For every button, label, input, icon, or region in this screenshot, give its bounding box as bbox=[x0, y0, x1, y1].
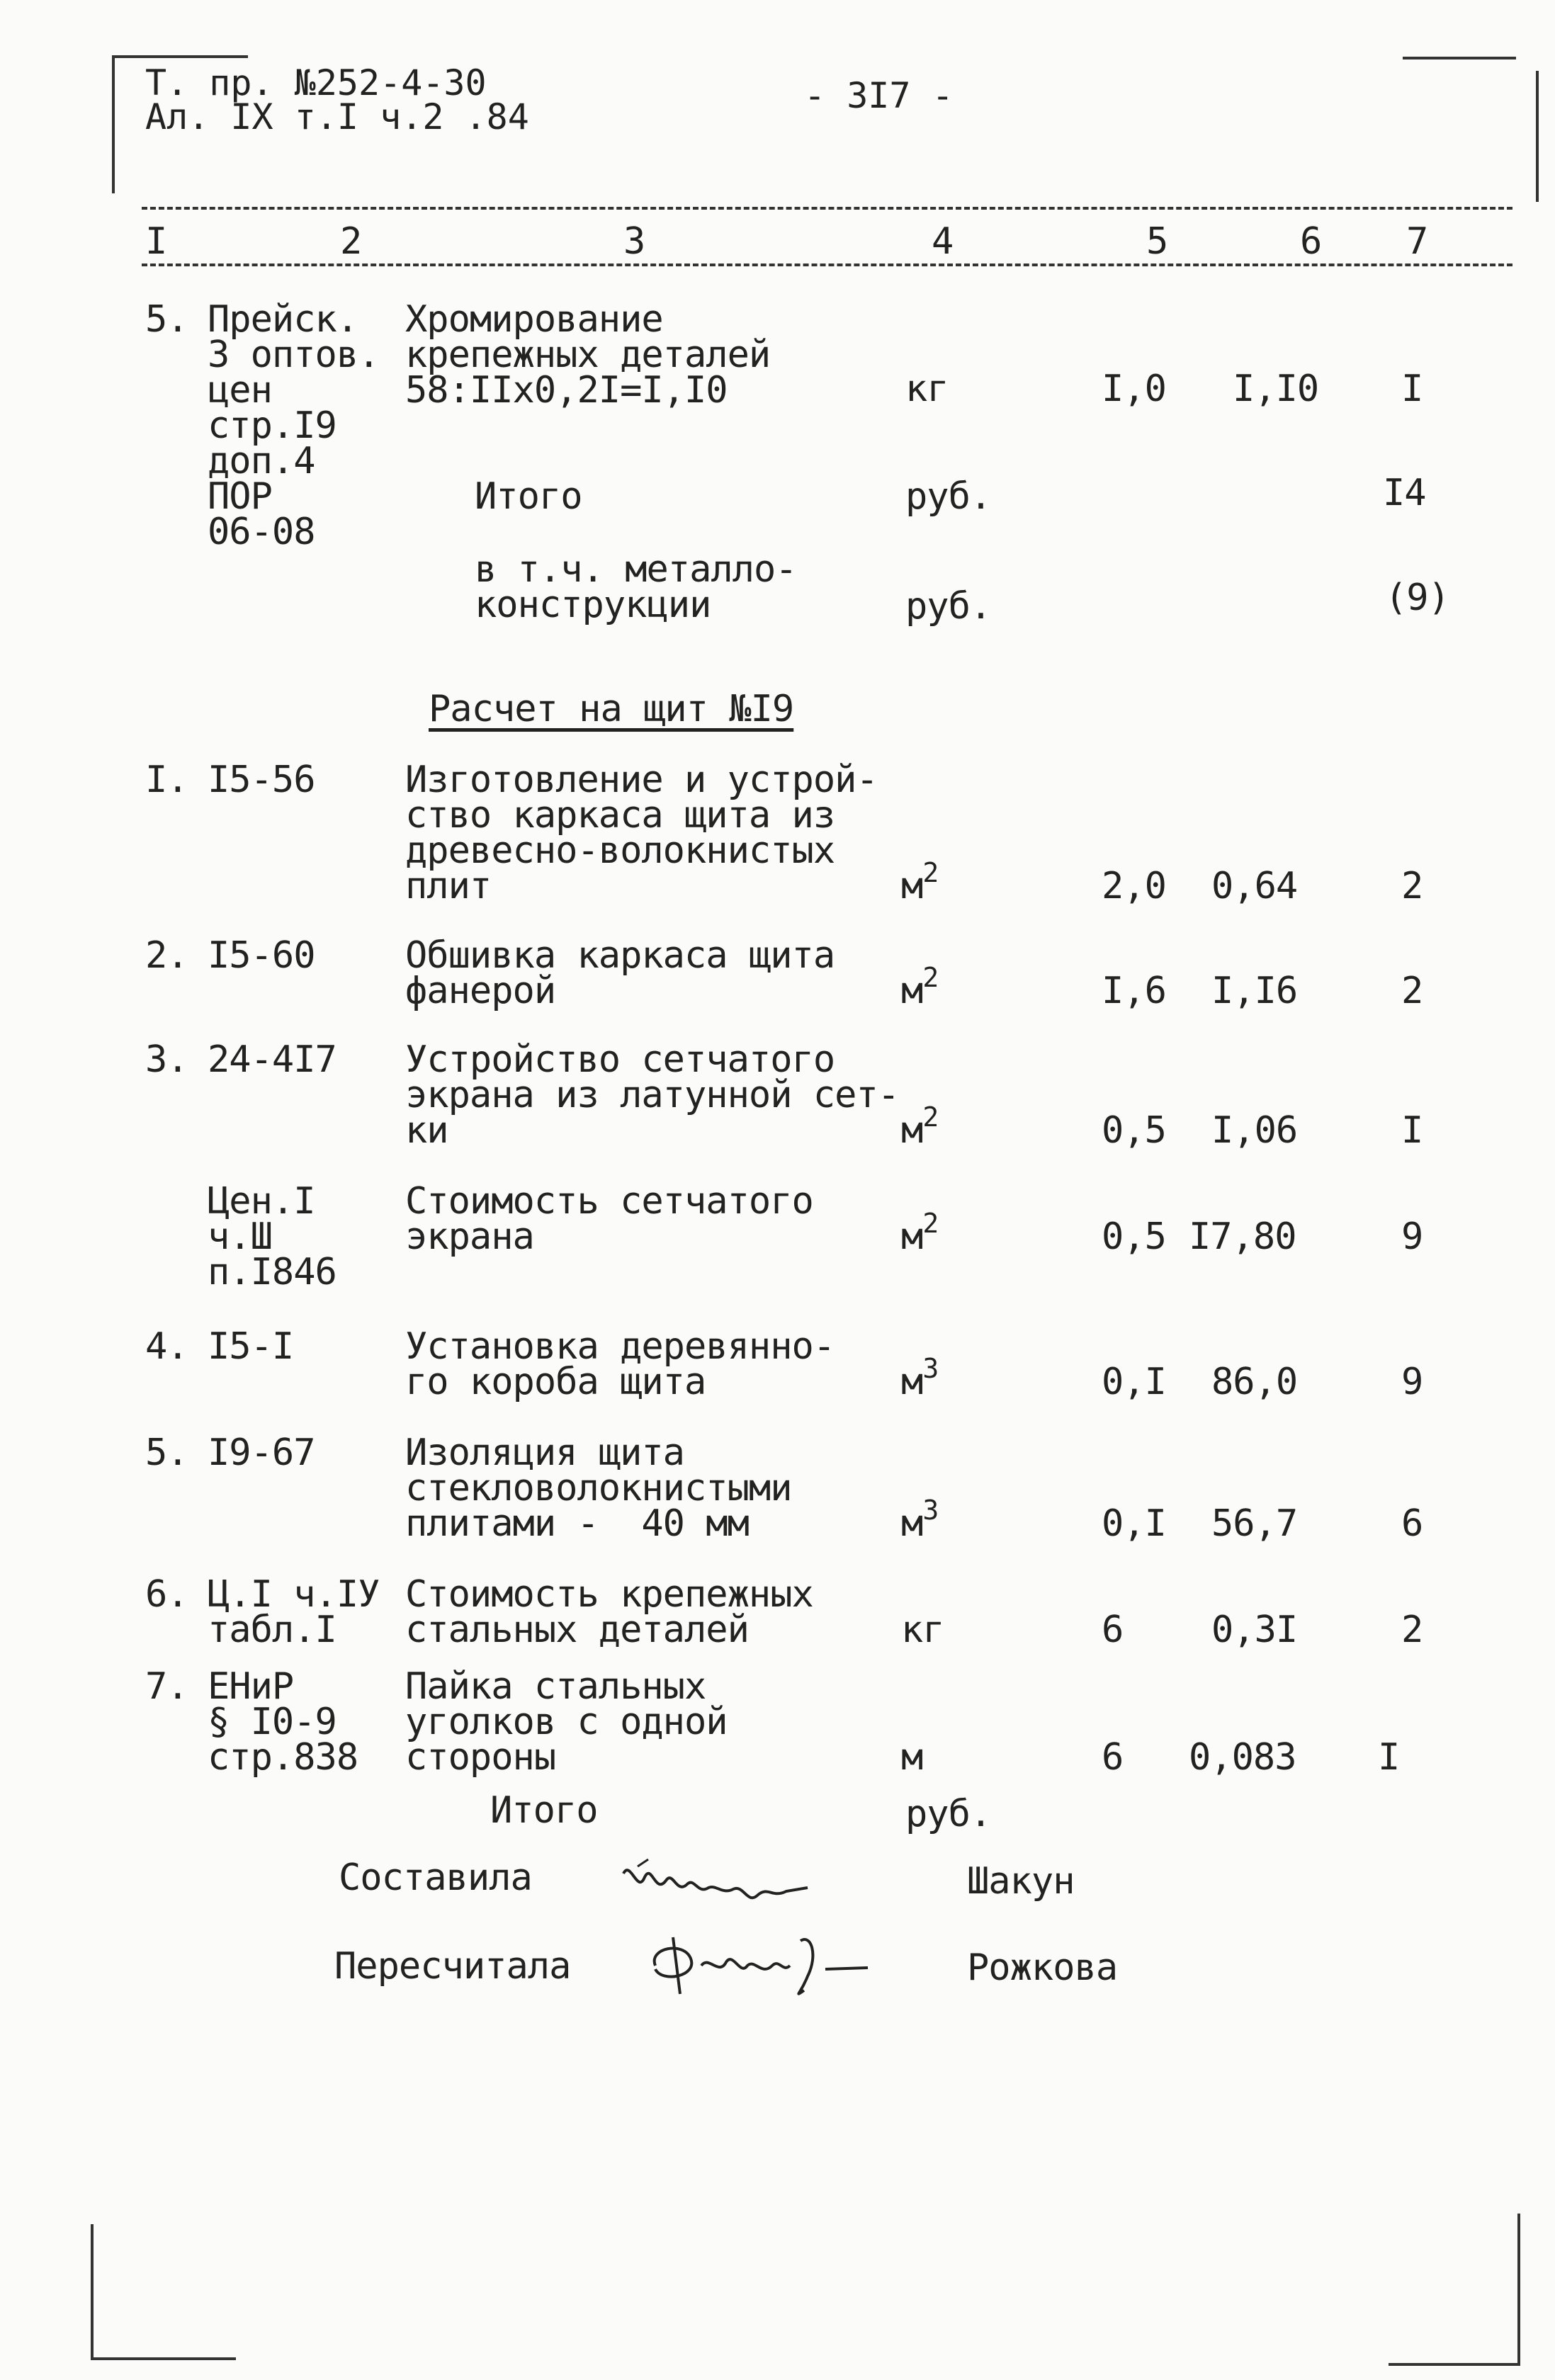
row-description: стекловолокнистыми bbox=[405, 1467, 792, 1509]
row-quantity: 0,I bbox=[1102, 1361, 1166, 1403]
column-header-1: I bbox=[145, 220, 167, 263]
item-quantity: I,0 bbox=[1102, 368, 1166, 410]
row-price: I7,80 bbox=[1189, 1216, 1296, 1258]
column-header-7: 7 bbox=[1406, 220, 1428, 263]
column-header-4: 4 bbox=[932, 220, 954, 263]
row-total: 2 bbox=[1401, 1609, 1423, 1651]
row-description: Обшивка каркаса щита bbox=[405, 934, 835, 977]
row-quantity: 0,5 bbox=[1102, 1109, 1166, 1152]
reference-line: цен bbox=[208, 369, 272, 412]
metal-structures-unit: руб. bbox=[905, 585, 992, 628]
frame-bottom-left-vert bbox=[91, 2224, 94, 2359]
row-description: стороны bbox=[405, 1736, 556, 1779]
row-unit bbox=[901, 1609, 944, 1651]
unit-symbol: кг bbox=[901, 1609, 944, 1651]
subtotal-unit: руб. bbox=[905, 475, 992, 518]
description-line: крепежных деталей bbox=[405, 334, 771, 376]
subtotal-total: I4 bbox=[1383, 472, 1426, 514]
reference-line: 06-08 bbox=[208, 511, 315, 553]
column-header-6: 6 bbox=[1300, 220, 1322, 263]
frame-top-left bbox=[113, 55, 248, 58]
unit-symbol: м bbox=[901, 1736, 923, 1779]
row-unit bbox=[901, 962, 939, 1012]
unit-symbol: м bbox=[901, 970, 923, 1012]
frame-bottom-right-horiz bbox=[1389, 2363, 1520, 2366]
final-total-unit: руб. bbox=[905, 1793, 992, 1835]
row-number: I. bbox=[145, 759, 188, 801]
row-reference: ч.Ш bbox=[208, 1216, 272, 1258]
row-total: 9 bbox=[1401, 1361, 1423, 1403]
row-description: экрана bbox=[405, 1216, 534, 1258]
item-unit: кг bbox=[905, 368, 949, 410]
row-description: фанерой bbox=[405, 970, 556, 1012]
row-total: I bbox=[1378, 1736, 1400, 1779]
row-description: экрана из латунной сет- bbox=[405, 1074, 900, 1116]
row-total: 2 bbox=[1401, 865, 1423, 907]
row-description: Пайка стальных bbox=[405, 1665, 706, 1708]
metal-structures-total: (9) bbox=[1385, 577, 1449, 619]
unit-exponent: 3 bbox=[922, 1495, 939, 1526]
unit-symbol: м bbox=[901, 1502, 923, 1545]
row-unit bbox=[901, 1208, 939, 1258]
unit-symbol: м bbox=[901, 865, 923, 907]
frame-bottom-right-vert bbox=[1517, 2214, 1520, 2366]
recounted-by-name: Рожкова bbox=[967, 1946, 1118, 1989]
row-reference: 24-4I7 bbox=[208, 1038, 337, 1081]
unit-exponent: 2 bbox=[922, 1101, 939, 1133]
unit-exponent: 3 bbox=[922, 1353, 939, 1384]
row-reference: I5-56 bbox=[208, 759, 315, 801]
row-quantity: 2,0 bbox=[1102, 865, 1166, 907]
row-description: Стоимость сетчатого bbox=[405, 1180, 813, 1223]
unit-symbol: м bbox=[901, 1216, 923, 1258]
recounted-signature bbox=[641, 1927, 882, 2005]
item-number: 5. bbox=[145, 298, 188, 341]
page-number: - 3I7 - bbox=[804, 75, 954, 116]
row-description: Изоляция щита bbox=[405, 1432, 684, 1474]
description-line: Хромирование bbox=[405, 298, 663, 341]
row-unit bbox=[901, 857, 939, 907]
section-title: Расчет на щит №I9 bbox=[429, 688, 794, 730]
row-reference: I9-67 bbox=[208, 1432, 315, 1474]
row-number: 2. bbox=[145, 934, 188, 977]
row-number: 5. bbox=[145, 1432, 188, 1474]
row-unit bbox=[901, 1101, 939, 1152]
row-price: 56,7 bbox=[1211, 1502, 1298, 1545]
row-reference: Ц.I ч.IУ bbox=[208, 1573, 380, 1616]
row-reference: стр.838 bbox=[208, 1736, 358, 1779]
row-description: уголков с одной bbox=[405, 1701, 728, 1743]
unit-exponent: 2 bbox=[922, 1208, 939, 1239]
subtotal-label: Итого bbox=[475, 475, 582, 518]
row-number: 4. bbox=[145, 1325, 188, 1368]
row-unit bbox=[901, 1495, 939, 1545]
unit-symbol: м bbox=[901, 1109, 923, 1152]
column-header-2: 2 bbox=[340, 220, 362, 263]
doc-code-line1: Т. пр. №252-4-30 bbox=[145, 62, 487, 103]
reference-line: стр.I9 bbox=[208, 404, 337, 447]
unit-exponent: 2 bbox=[922, 857, 939, 888]
row-price: 0,64 bbox=[1211, 865, 1298, 907]
row-price: 0,3I bbox=[1211, 1609, 1298, 1651]
row-reference: I5-60 bbox=[208, 934, 315, 977]
compiled-signature bbox=[616, 1845, 822, 1909]
row-unit bbox=[901, 1353, 939, 1403]
row-price: 0,083 bbox=[1189, 1736, 1296, 1779]
row-reference: § I0-9 bbox=[208, 1701, 337, 1743]
row-description: древесно-волокнистых bbox=[405, 829, 835, 872]
row-total: 9 bbox=[1401, 1216, 1423, 1258]
description-line: в т.ч. металло- bbox=[475, 548, 797, 591]
row-description: Изготовление и устрой- bbox=[405, 759, 878, 801]
final-total-label: Итого bbox=[490, 1789, 598, 1832]
row-description: ство каркаса щита из bbox=[405, 794, 835, 837]
row-price: 86,0 bbox=[1211, 1361, 1298, 1403]
row-price: I,I6 bbox=[1211, 970, 1298, 1012]
reference-line: ПОР bbox=[208, 475, 272, 518]
row-description: Устройство сетчатого bbox=[405, 1038, 835, 1081]
unit-symbol: м bbox=[901, 1361, 923, 1403]
row-total: I bbox=[1401, 1109, 1423, 1152]
row-reference: Цен.I bbox=[208, 1180, 315, 1223]
reference-line: доп.4 bbox=[208, 440, 315, 482]
row-quantity: 6 bbox=[1102, 1736, 1124, 1779]
row-description: го короба щита bbox=[405, 1361, 706, 1403]
item-total: I bbox=[1401, 368, 1423, 410]
row-description: плитами - 40 мм bbox=[405, 1502, 749, 1545]
row-description: стальных деталей bbox=[405, 1609, 749, 1651]
row-number: 6. bbox=[145, 1573, 188, 1616]
description-line: 58:IIх0,2I=I,I0 bbox=[405, 369, 728, 412]
column-header-3: 3 bbox=[623, 220, 645, 263]
frame-left-top bbox=[112, 55, 115, 193]
row-description: ки bbox=[405, 1109, 448, 1152]
reference-line: 3 оптов. bbox=[208, 334, 380, 376]
row-quantity: 6 bbox=[1102, 1609, 1124, 1651]
row-description: плит bbox=[405, 865, 492, 907]
row-quantity: 0,I bbox=[1102, 1502, 1166, 1545]
compiled-by-label: Составила bbox=[339, 1857, 532, 1899]
row-description: Установка деревянно- bbox=[405, 1325, 835, 1368]
row-total: 6 bbox=[1401, 1502, 1423, 1545]
row-quantity: 0,5 bbox=[1102, 1216, 1166, 1258]
row-reference: I5-I bbox=[208, 1325, 294, 1368]
row-number: 7. bbox=[145, 1665, 188, 1708]
frame-bottom-left-horiz bbox=[91, 2357, 236, 2360]
description-line: конструкции bbox=[475, 584, 711, 626]
frame-top-right bbox=[1403, 57, 1516, 60]
row-reference: табл.I bbox=[208, 1609, 337, 1651]
column-header-5: 5 bbox=[1146, 220, 1168, 263]
row-total: 2 bbox=[1401, 970, 1423, 1012]
item-price: I,I0 bbox=[1233, 368, 1319, 410]
doc-code-line2: Ал. IX т.I ч.2 .84 bbox=[145, 96, 529, 137]
column-header-top-rule bbox=[142, 207, 1512, 210]
row-quantity: I,6 bbox=[1102, 970, 1166, 1012]
compiled-by-name: Шакун bbox=[967, 1860, 1075, 1903]
reference-line: Прейск. bbox=[208, 298, 358, 341]
recounted-by-label: Пересчитала bbox=[334, 1945, 571, 1988]
unit-exponent: 2 bbox=[922, 962, 939, 993]
row-reference: п.I846 bbox=[208, 1251, 337, 1293]
column-header-bottom-rule bbox=[142, 264, 1512, 266]
row-price: I,06 bbox=[1211, 1109, 1298, 1152]
frame-right-top bbox=[1536, 71, 1539, 202]
row-unit bbox=[901, 1736, 923, 1779]
row-reference: ЕНиР bbox=[208, 1665, 294, 1708]
row-number: 3. bbox=[145, 1038, 188, 1081]
row-description: Стоимость крепежных bbox=[405, 1573, 813, 1616]
